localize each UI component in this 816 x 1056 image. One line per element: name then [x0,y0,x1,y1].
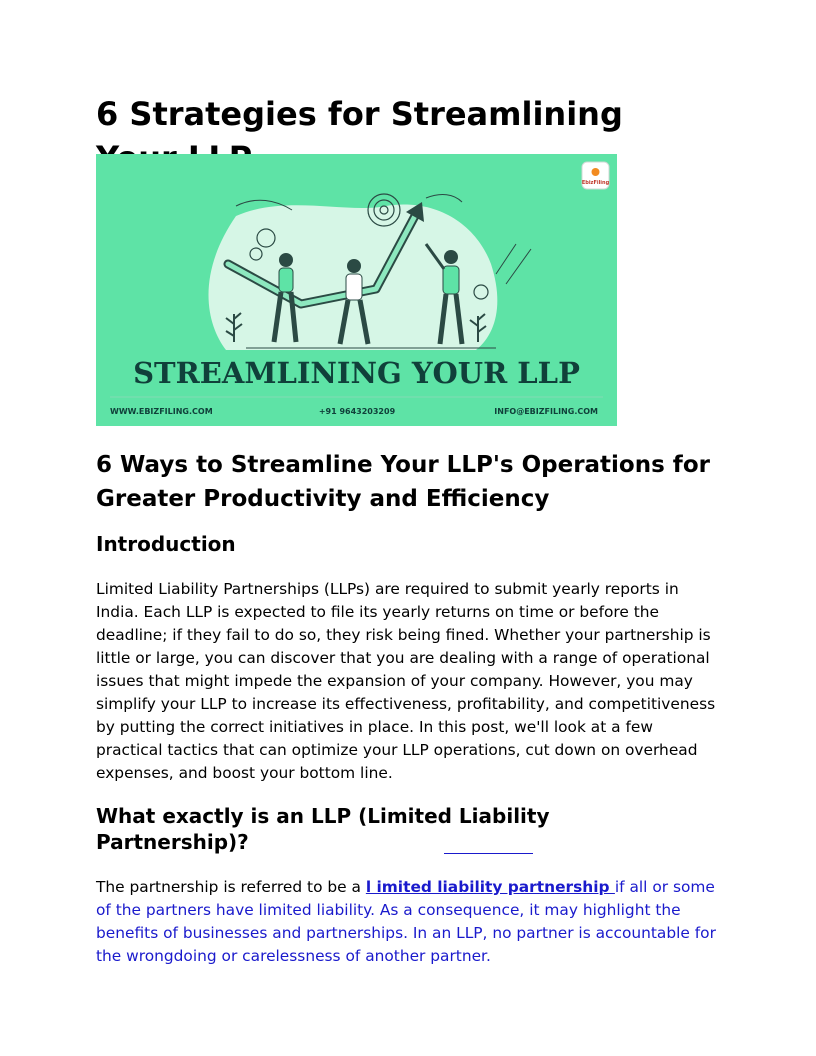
hero-phone: +91 9643203209 [318,407,396,416]
divider-line [444,853,533,854]
logo-text: EbizFiling [581,180,610,186]
what-is-llp-heading: What exactly is an LLP (Limited Liability Partnership)? [96,804,550,854]
hero-email: INFO@EBIZFILING.COM [494,407,598,416]
paragraph-rest-text: if all or some of the partners have limited liability. As a consequence, it may highlight the benefits of businesses and partnerships. In an LLP, no partner is accountable for the wrongdoing or carelessness of another partner. [96,878,716,965]
hero-banner-image [96,154,617,426]
introduction-heading: Introduction [96,532,236,556]
introduction-paragraph: Limited Liability Partnerships (LLPs) are required to submit yearly reports in India. Each LLP is expected to file its yearly returns on time or before the deadline; if they fail to do so, they risk being fined. Whether your partnership is little or large, you can discover that you are dealing with a range of operational issues that might impede the expansion of your company. However, you may simplify your LLP to increase its effectiveness, profitability, and competitiveness by putting the correct initiatives in place. In this post, we'll look at a few practical tactics that can optimize your LLP operations, cut down on overhead expenses, and boost your bottom line. [96,580,716,782]
page-title: 6 Strategies for Streamlining [96,95,623,133]
llp-link[interactable]: l imited liability partnership [365,878,615,896]
paragraph-lead-text: The partnership is referred to be a [96,878,366,896]
llp-definition-paragraph [96,876,720,968]
subtitle-heading: 6 Ways to Streamline Your LLP's Operations for Greater Productivity and Efficiency [96,452,710,512]
hero-headline: STREAMLINING YOUR LLP [133,356,580,390]
hero-website: WWW.EBIZFILING.COM [110,407,213,416]
